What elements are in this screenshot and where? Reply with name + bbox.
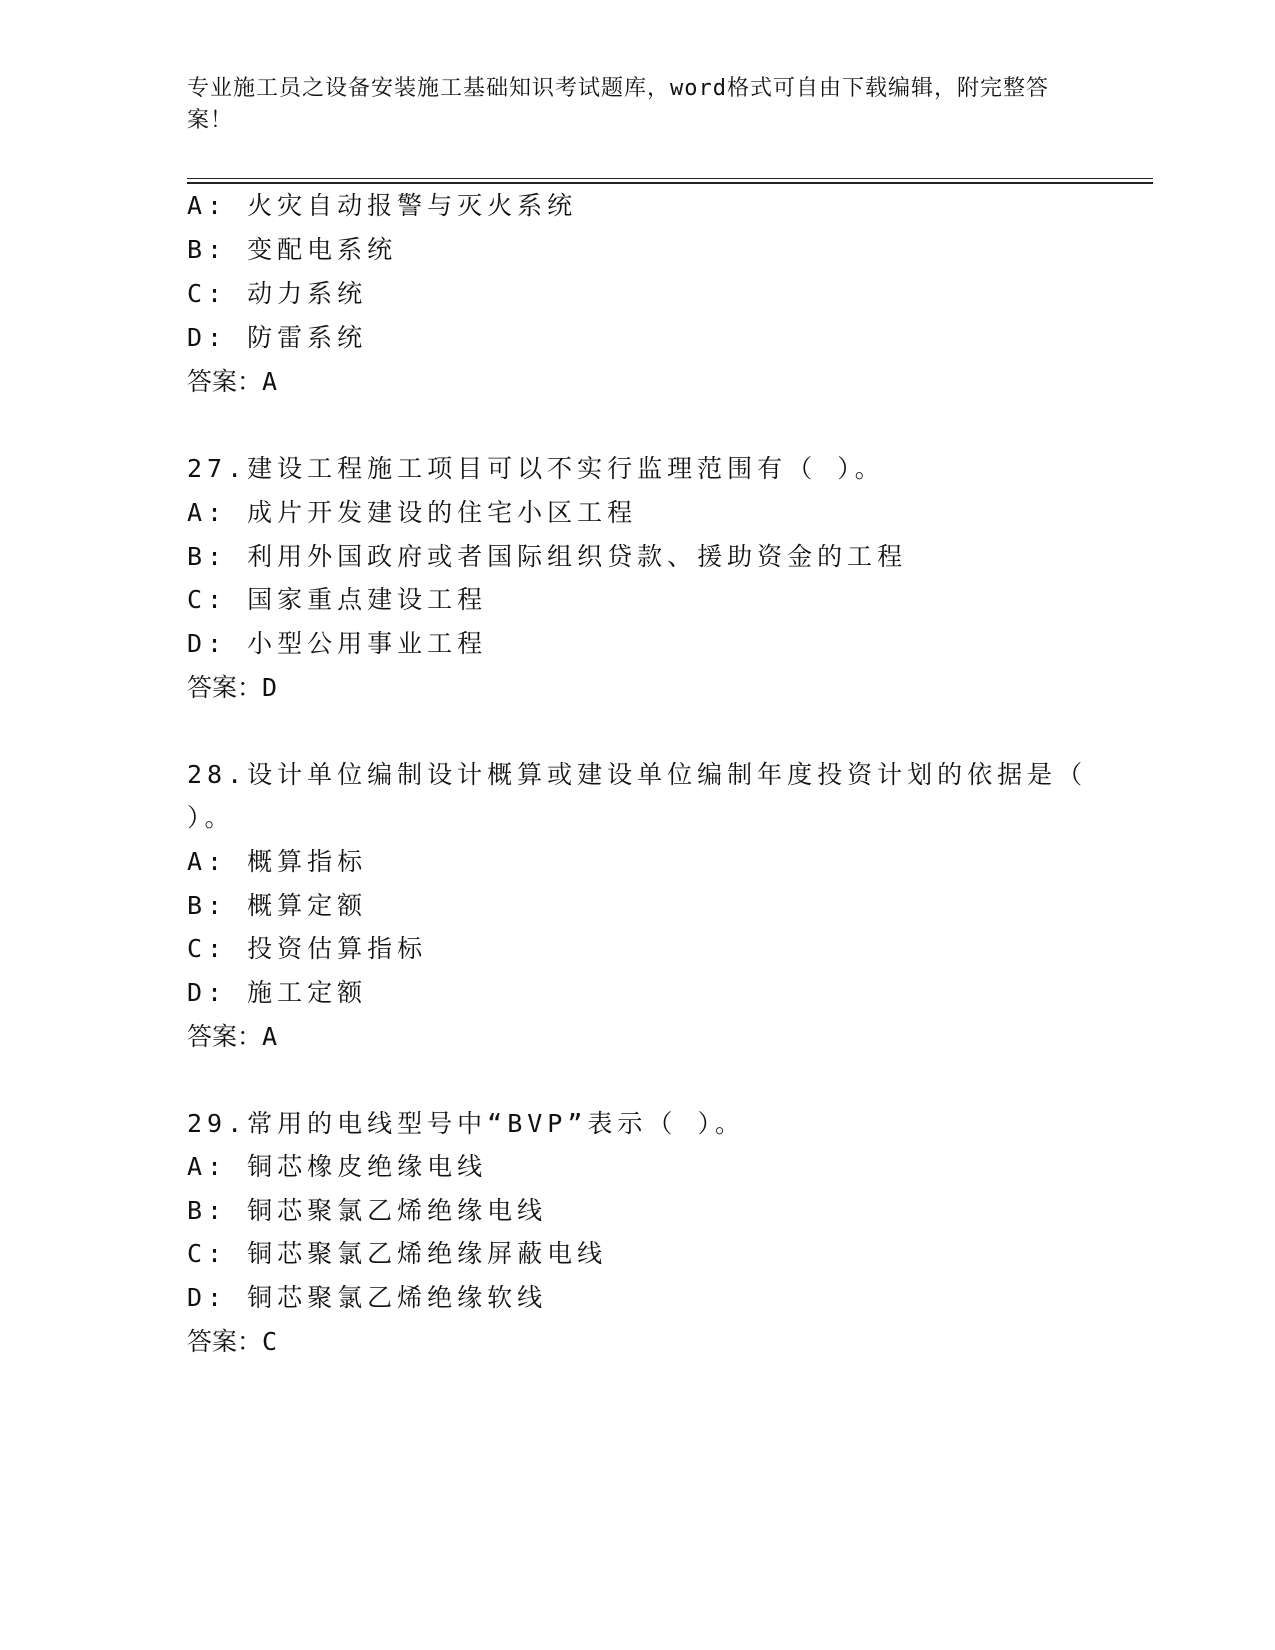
- document-header: 专业施工员之设备安装施工基础知识考试题库，word格式可自由下载编辑，附完整答案！: [187, 76, 1049, 133]
- option-a: A: 火灾自动报警与灭火系统: [187, 191, 578, 220]
- question-stem: 27.建设工程施工项目可以不实行监理范围有（ ）。: [187, 454, 885, 483]
- answer-label: 答案：: [187, 673, 263, 702]
- option-b: B: 概算定额: [187, 891, 368, 920]
- option-a: A: 概算指标: [187, 847, 368, 876]
- option-d: D: 小型公用事业工程: [187, 629, 488, 658]
- answer-line: [187, 672, 277, 704]
- option-c: C: 国家重点建设工程: [187, 585, 488, 614]
- answer-line: [187, 366, 277, 398]
- option-b: B: 铜芯聚氯乙烯绝缘电线: [187, 1196, 548, 1225]
- answer-value: A: [262, 367, 278, 396]
- answer-label: 答案：: [187, 367, 263, 396]
- option-a: A: 成片开发建设的住宅小区工程: [187, 498, 638, 527]
- option-c: C: 铜芯聚氯乙烯绝缘屏蔽电线: [187, 1239, 608, 1268]
- option-b: B: 利用外国政府或者国际组织贷款、援助资金的工程: [187, 542, 908, 571]
- answer-value: A: [262, 1022, 278, 1051]
- question-stem-continued: ）。: [187, 803, 235, 832]
- option-d: D: 防雷系统: [187, 323, 368, 352]
- option-b: B: 变配电系统: [187, 235, 398, 264]
- option-c: C: 投资估算指标: [187, 934, 428, 963]
- answer-label: 答案：: [187, 1022, 263, 1051]
- option-a: A: 铜芯橡皮绝缘电线: [187, 1152, 488, 1181]
- header-divider-thin: [187, 178, 1153, 179]
- answer-line: [187, 1021, 277, 1053]
- question-stem: 28.设计单位编制设计概算或建设单位编制年度投资计划的依据是（: [187, 760, 1088, 789]
- header-divider-thick: [187, 182, 1153, 184]
- option-c: C: 动力系统: [187, 279, 368, 308]
- answer-value: C: [262, 1327, 278, 1356]
- answer-value: D: [262, 673, 278, 702]
- answer-line: [187, 1326, 277, 1358]
- answer-label: 答案：: [187, 1327, 263, 1356]
- option-d: D: 施工定额: [187, 978, 368, 1007]
- question-stem: 29.常用的电线型号中“BVP”表示（ ）。: [187, 1109, 745, 1138]
- option-d: D: 铜芯聚氯乙烯绝缘软线: [187, 1283, 548, 1312]
